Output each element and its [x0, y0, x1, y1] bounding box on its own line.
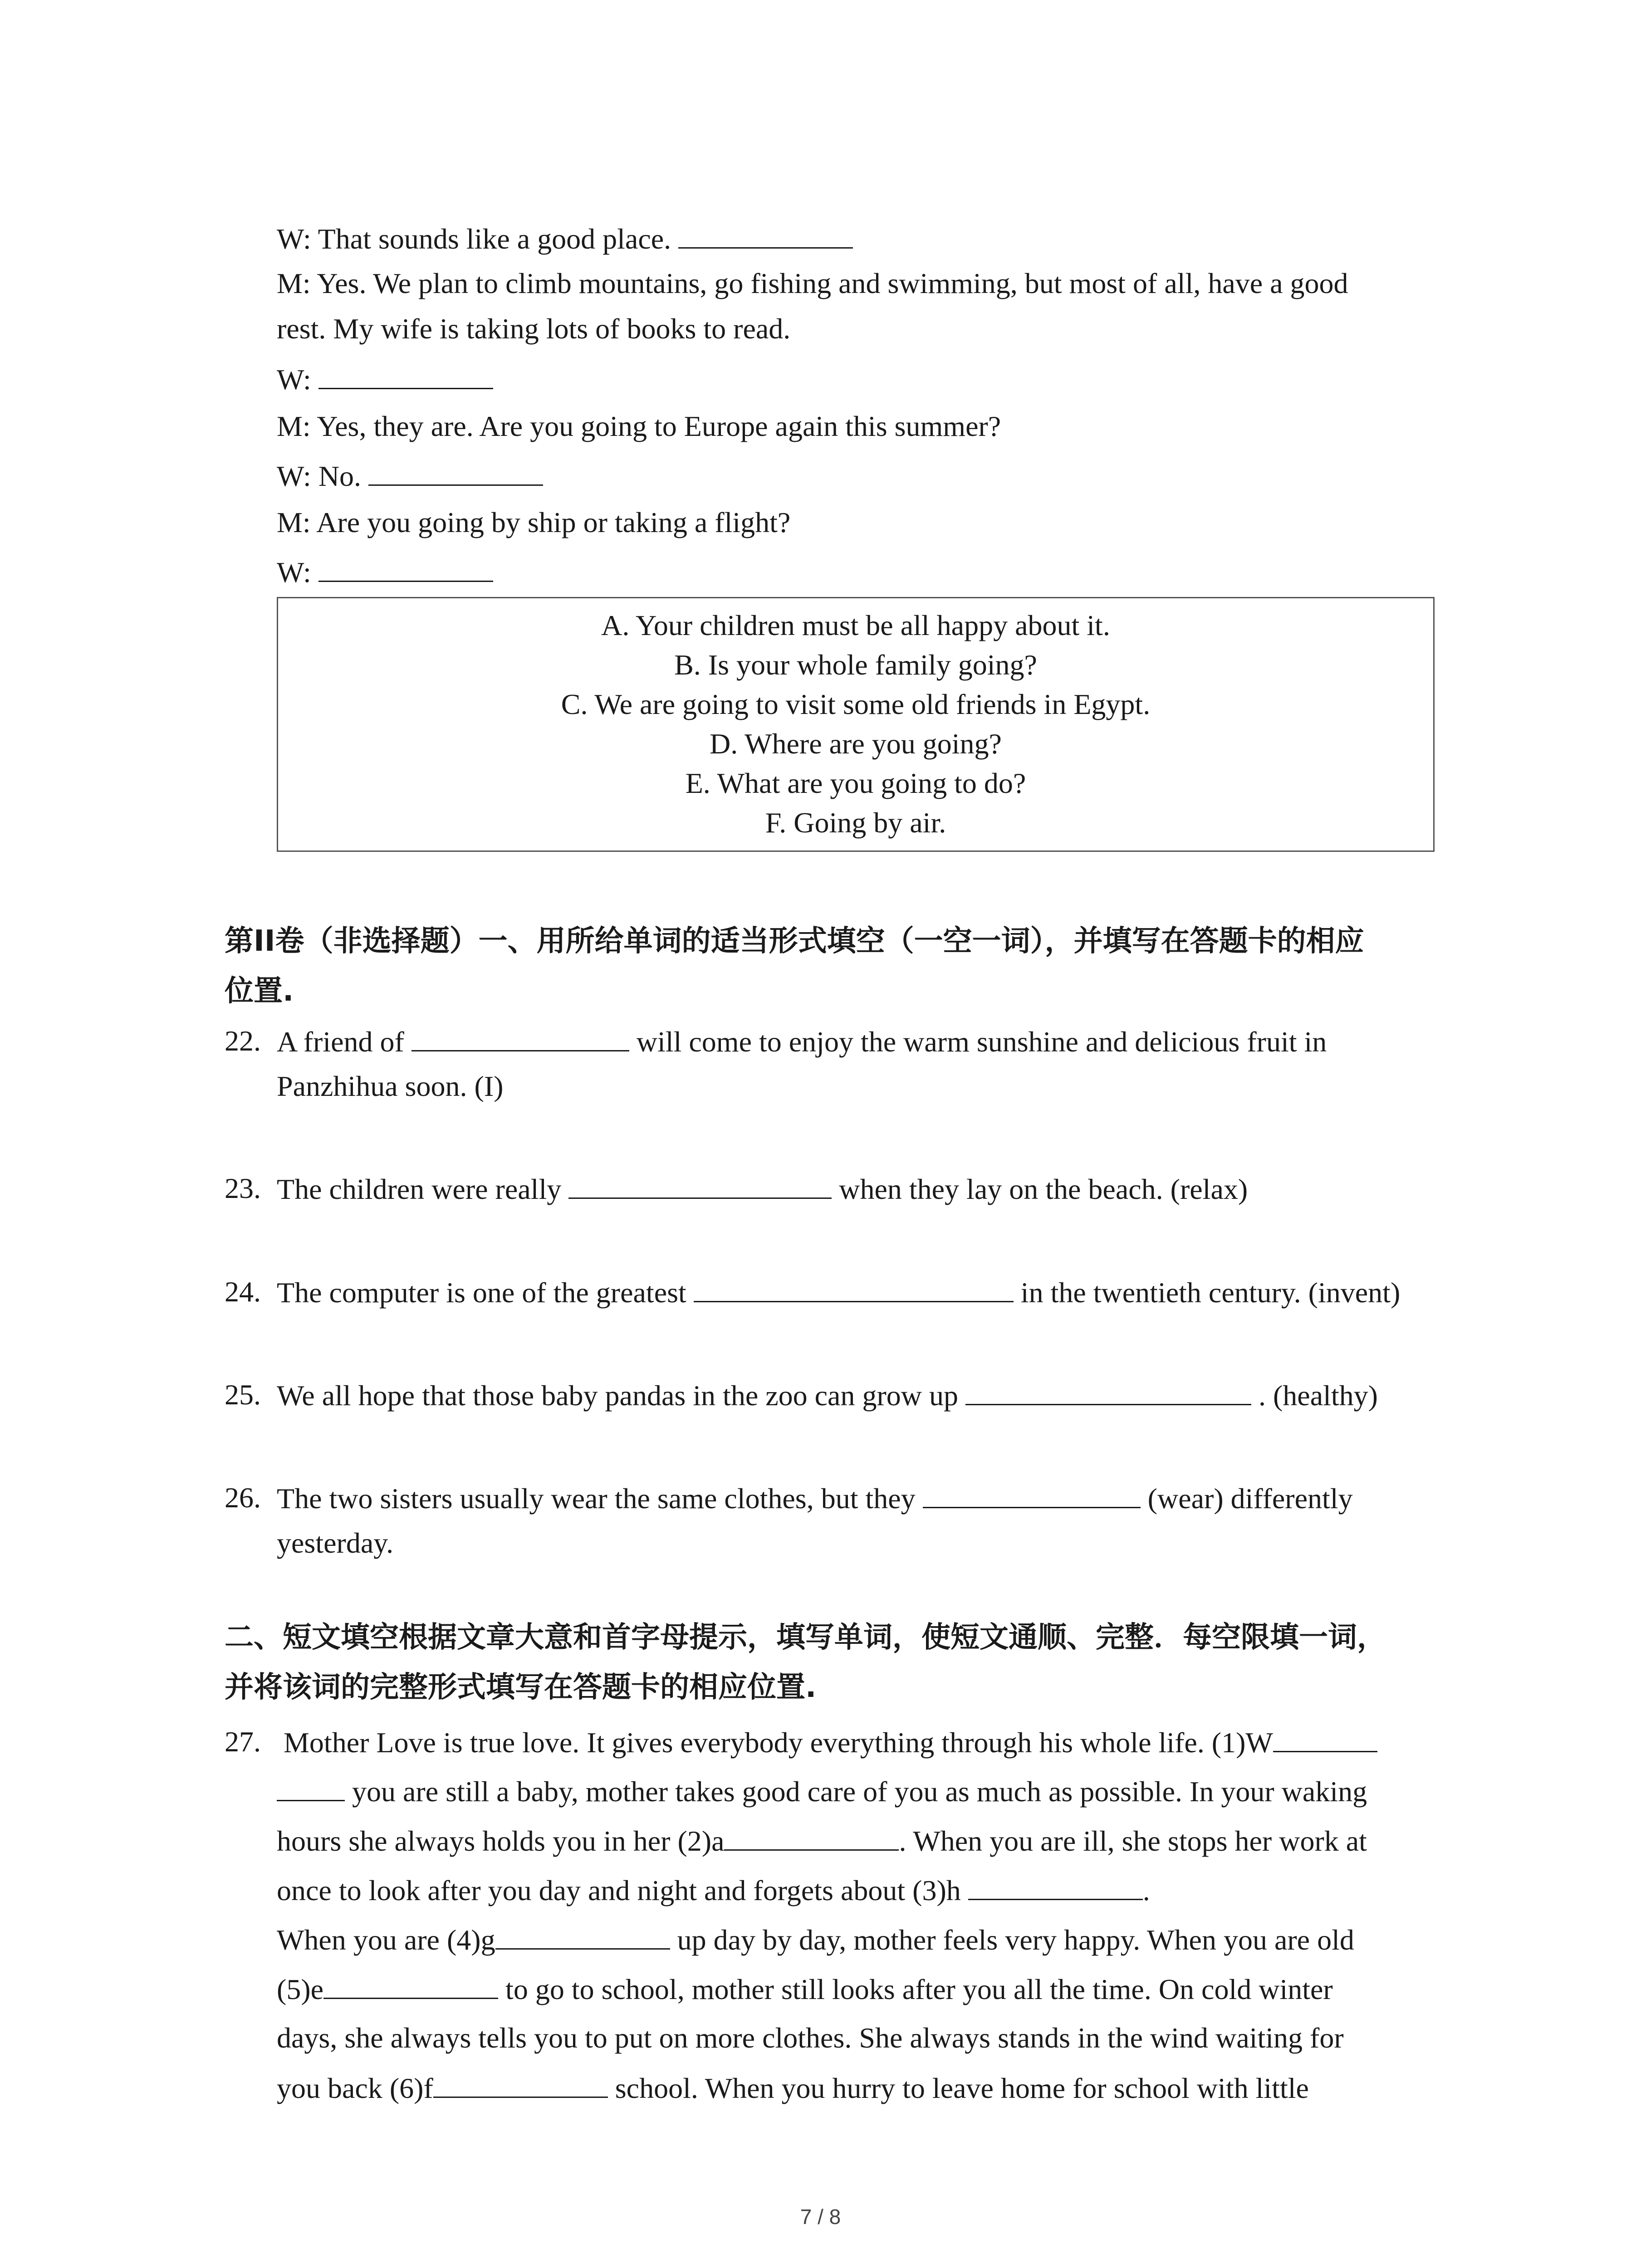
section-heading-2-line2: 并将该词的完整形式填写在答题卡的相应位置.	[225, 1671, 817, 1704]
question-number: 23.	[225, 1172, 261, 1204]
question-23: The children were really when they lay on the beach. (relax)	[277, 1170, 1248, 1207]
dialogue-line-4: W:	[277, 361, 493, 398]
passage-line-6: (5)e to go to school, mother still looks after you all the time. On cold winter	[277, 1970, 1333, 2008]
answer-blank[interactable]	[323, 1970, 498, 1999]
answer-blank[interactable]	[277, 1773, 345, 1801]
section-heading-2	[225, 1613, 1450, 1712]
dialogue-line-5: M: Yes, they are. Are you going to Europe again this summer?	[277, 410, 1001, 442]
answer-blank[interactable]	[678, 220, 853, 249]
question-number: 25.	[225, 1378, 261, 1411]
options-box	[277, 597, 1435, 852]
dialogue-line-6: W: No.	[277, 457, 543, 494]
answer-blank[interactable]	[411, 1023, 629, 1051]
passage-line-2: you are still a baby, mother takes good care of you as much as possible. In your waking	[277, 1773, 1367, 1810]
answer-blank[interactable]	[968, 1872, 1143, 1900]
question-number: 22.	[225, 1025, 261, 1057]
question-number: 26.	[225, 1481, 261, 1514]
dialogue-line-2: M: Yes. We plan to climb mountains, go fishing and swimming, but most of all, have a good	[277, 267, 1348, 299]
dialogue-line-3: rest. My wife is taking lots of books to read.	[277, 313, 791, 345]
passage-line-4: once to look after you day and night and forgets about (3)h .	[277, 1872, 1150, 1909]
answer-blank[interactable]	[965, 1377, 1251, 1405]
section-heading-1-line1: 第II卷（非选择题）一、用所给单词的适当形式填空（一空一词），并填写在答题卡的相应	[225, 924, 1364, 958]
question-26: The two sisters usually wear the same clothes, but they (wear) differently	[277, 1480, 1353, 1517]
answer-blank[interactable]	[724, 1822, 899, 1851]
passage-line-8: you back (6)f school. When you hurry to leave home for school with little	[277, 2069, 1309, 2107]
question-26-line2: yesterday.	[277, 1527, 394, 1559]
question-22: A friend of will come to enjoy the warm sunshine and delicious fruit in	[277, 1023, 1327, 1060]
answer-blank[interactable]	[318, 553, 493, 582]
answer-blank[interactable]	[1273, 1724, 1377, 1752]
option-a: A. Your children must be all happy about it.	[601, 609, 1110, 641]
option-b: B. Is your whole family going?	[674, 649, 1037, 681]
page-number: 7 / 8	[800, 2205, 841, 2229]
passage-line-7: days, she always tells you to put on more clothes. She always stands in the wind waiting for	[277, 2022, 1344, 2054]
section-heading-1	[225, 916, 1450, 1016]
section-heading-1-line2: 位置.	[225, 974, 294, 1008]
dialogue-line-8: W:	[277, 553, 493, 591]
answer-blank[interactable]	[495, 1921, 670, 1950]
answer-blank[interactable]	[318, 361, 493, 389]
option-f: F. Going by air.	[765, 807, 946, 839]
option-e: E. What are you going to do?	[685, 767, 1026, 799]
option-c: C. We are going to visit some old friends in Egypt.	[561, 688, 1151, 720]
question-number: 27.	[225, 1725, 261, 1758]
question-24: The computer is one of the greatest in the twentieth century. (invent)	[277, 1274, 1400, 1311]
passage-line-5: When you are (4)g up day by day, mother feels very happy. When you are old	[277, 1921, 1354, 1958]
answer-blank[interactable]	[568, 1170, 832, 1199]
section-heading-2-line1: 二、短文填空根据文章大意和首字母提示，填写单词，使短文通顺、完整．每空限填一词，	[225, 1621, 1386, 1654]
answer-blank[interactable]	[433, 2069, 608, 2098]
passage-line-3: hours she always holds you in her (2)a . When you are ill, she stops her work at	[277, 1822, 1367, 1859]
answer-blank[interactable]	[694, 1274, 1014, 1302]
answer-blank[interactable]	[368, 457, 543, 486]
passage-line-1: Mother Love is true love. It gives everybody everything through his whole life. (1)W	[284, 1724, 1377, 1761]
question-22-line2: Panzhihua soon. (I)	[277, 1070, 504, 1102]
question-number: 24.	[225, 1276, 261, 1308]
dialogue-line-7: M: Are you going by ship or taking a flight?	[277, 506, 791, 538]
question-25: We all hope that those baby pandas in the zoo can grow up . (healthy)	[277, 1377, 1378, 1414]
dialogue-line-1: W: That sounds like a good place.	[277, 220, 853, 257]
option-d: D. Where are you going?	[710, 728, 1002, 760]
answer-blank[interactable]	[923, 1480, 1141, 1508]
